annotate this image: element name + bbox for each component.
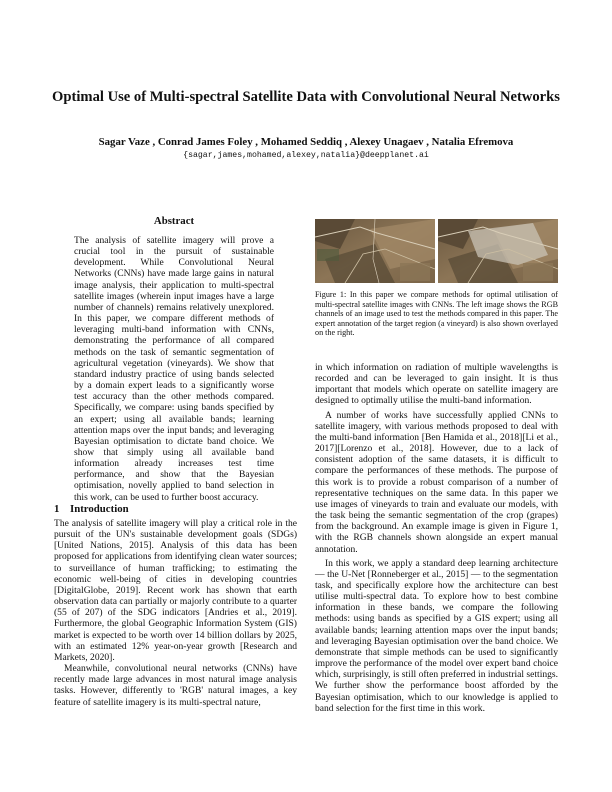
paragraph: in which information on radiation of multiple wavelengths is recorded and can be leveraged to gain insight. It is thus important that models which operate on satellite imagery are designed to optimally utilise the multi-band information. (315, 362, 558, 407)
introduction-body (54, 518, 297, 708)
abstract-heading: Abstract (153, 215, 195, 227)
section-number: 1 (54, 503, 60, 515)
author-list: Sagar Vaze , Conrad James Foley , Mohamed Seddiq , Alexey Unagaev , Natalia Efremova (98, 136, 514, 148)
figure-1 (315, 219, 558, 283)
paragraph: A number of works have successfully applied CNNs to satellite imagery, with various methods proposed to deal with the multi-band information [Ben Hamida et al., 2018][Li et al., 2017][Lorenzo et al., 2018]. However, due to a lack of consistent adoption of the same datasets, it is difficult to compare the performances of these methods. The purpose of this work is to provide a robust comparison of a number of representative techniques on the same data. In this paper we use images of vineyards to train and evaluate our models, with the task being the semantic segmentation of the crop (grapes) from the background. An example image is given in Figure 1, with the RGB channels shown alongside an expert manual annotation. (315, 409, 558, 555)
author-emails: {sagar,james,mohamed,alexey,natalia}@deepplanet.ai (183, 151, 429, 160)
section-introduction-heading (54, 503, 294, 515)
paragraph: The analysis of satellite imagery will play a critical role in the pursuit of the UN's sustainable development goals (SDGs) [United Nations, 2015]. Analysis of this data has been proposed for applications from identifying clean water sources; to surveillance of human trafficking; to estimating the economic well-being of cities in developing countries [DigitalGlobe, 2019]. Recent work has shown that earth observation data can partially or majorly contribute to a quarter (55 of 207) of the SDG indicators [Andries et al., 2019]. Furthermore, the global Geographic Information System (GIS) market is expected to be worth over 14 billion dollars by 2025, with an estimated 12% year-on-year growth [Research and Markets, 2020]. (54, 518, 297, 663)
abstract-text: The analysis of satellite imagery will prove a crucial tool in the pursuit of sustainable development. While Convolutional Neural Networks (CNNs) have made large gains in natural image analysis, their application to multi-spectral satellite images (wherein input images have a large number of channels) remains relatively unexplored. In this paper, we compare different methods of leveraging multi-band information with CNNs, demonstrating the performance of all compared methods on the task of semantic segmentation of agricultural vegetation (vineyards). We show that standard industry practice of using bands selected by a domain expert leads to a significantly worse test accuracy than the other methods compared. Specifically, we compare: using bands specified by an expert; using all available bands; learning attention maps over the input bands; and leveraging Bayesian optimisation to dictate band choice. We show that simply using all available band information already increases test time performance, and show that the Bayesian optimisation, novelly applied to band selection in this work, can be used to further boost accuracy. (74, 235, 274, 503)
rgb-satellite-image (315, 219, 435, 283)
figure-1-caption: Figure 1: In this paper we compare methods for optimal utilisation of multi-spectral satellite images with CNNs. The left image shows the RGB channels of an image used to test the methods compared in this paper. The expert annotation of the target region (a vineyard) is also shown overlayed on the right. (315, 290, 558, 338)
section-title: Introduction (70, 503, 129, 515)
annotated-satellite-image (438, 219, 558, 283)
right-column-body (315, 362, 558, 714)
paragraph: In this work, we apply a standard deep learning architecture — the U-Net [Ronneberger et al., 2015] — to the segmentation task, and specifically explore how the architecture can best utilise multi-spectral data. To explore how to best combine information in these bands, we compare the following methods: using bands as specified by a GIS expert; using all available bands; learning attention maps over the input bands; and leveraging Bayesian optimisation over the band choice. We demonstrate that simple methods can be used to significantly improve the performance of the model over expert band choice which, surprisingly, is still often preferred in industrial settings. We further show the performance boost afforded by the Bayesian optimisation, which to our knowledge is applied to band selection for the first time in this work. (315, 557, 558, 714)
paragraph: Meanwhile, convolutional neural networks (CNNs) have recently made large advances in most natural image analysis tasks. However, differently to 'RGB' natural images, a key feature of satellite imagery is its multi-spectral nature, (54, 663, 297, 708)
paper-title: Optimal Use of Multi-spectral Satellite Data with Convolutional Neural Networks (52, 89, 560, 105)
